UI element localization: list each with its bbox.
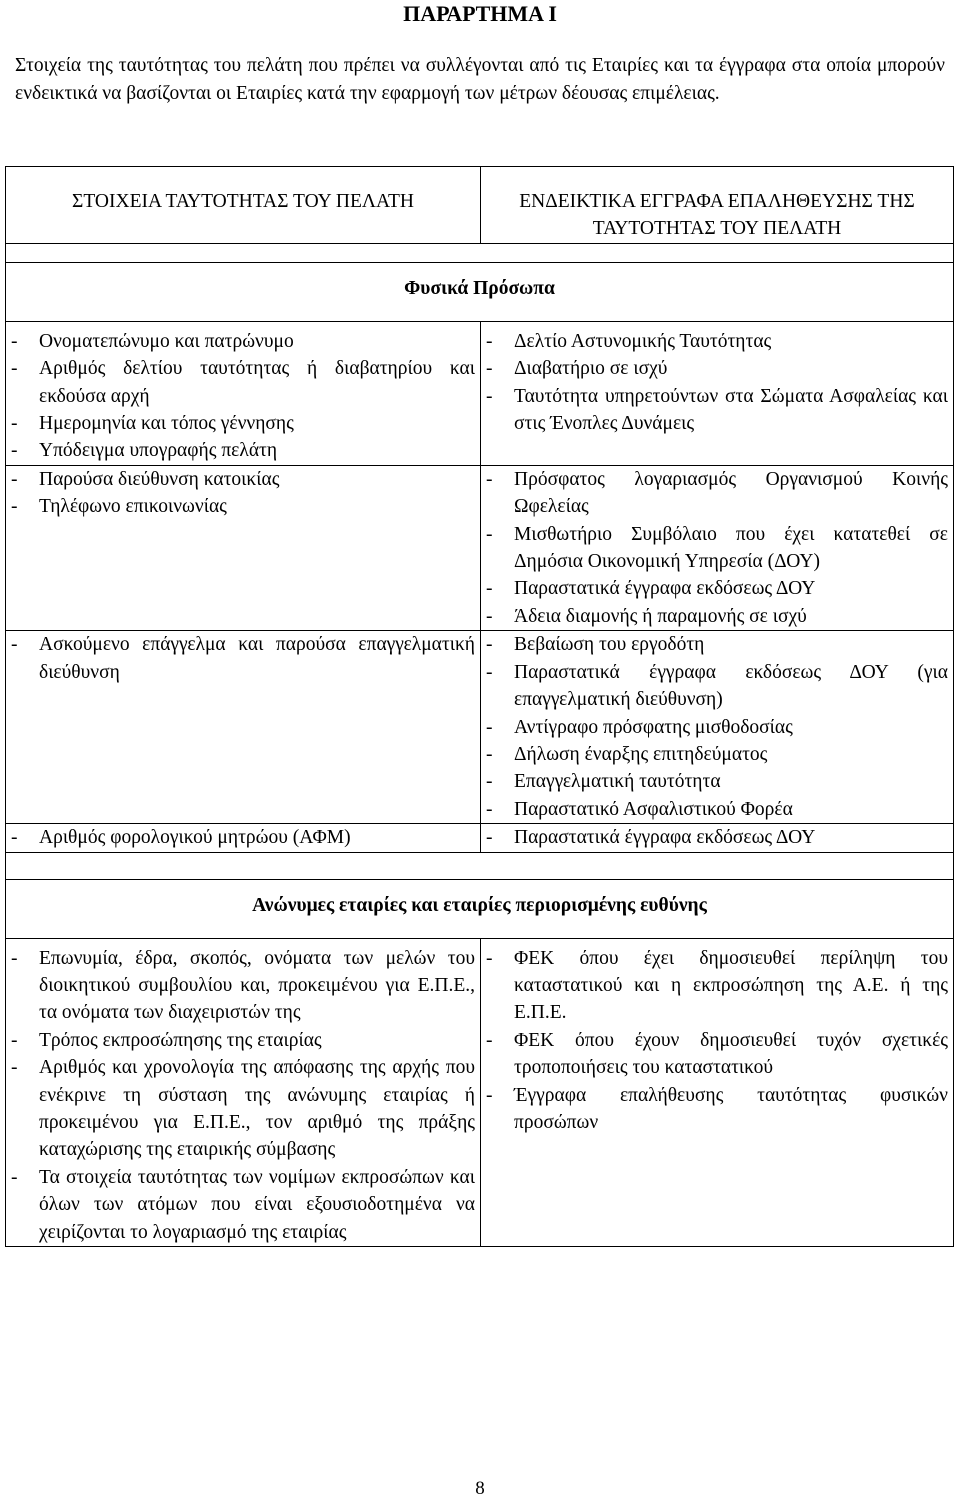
table-header-row	[6, 167, 954, 244]
cell-right	[481, 824, 954, 852]
table-row	[6, 631, 954, 824]
cell-left	[6, 824, 481, 852]
list-item: - Ταυτότητα υπηρετούντων στα Σώματα Ασφαλείας και στις Ένοπλες Δυνάμεις	[486, 383, 948, 438]
table-row	[6, 824, 954, 852]
list-item: - Επαγγελματική ταυτότητα	[486, 768, 948, 795]
list-item: - Ημερομηνία και τόπος γέννησης	[11, 410, 475, 437]
item-list	[486, 824, 948, 851]
header-right	[481, 167, 954, 244]
list-item: - Ονοματεπώνυμο και πατρώνυμο	[11, 328, 475, 355]
list-item: - Διαβατήριο σε ισχύ	[486, 355, 948, 382]
list-item: - Ασκούμενο επάγγελμα και παρούσα επαγγελματική διεύθυνση	[11, 631, 475, 686]
item-list	[11, 824, 475, 851]
list-item: - Αριθμός φορολογικού μητρώου (ΑΦΜ)	[11, 824, 475, 851]
item-list	[11, 466, 475, 521]
list-item: - Αντίγραφο πρόσφατης μισθοδοσίας	[486, 714, 948, 741]
page-title: ΠΑΡΑΡΤΗΜΑ Ι	[403, 1, 557, 26]
section-companies-title: Ανώνυμες εταιρίες και εταιρίες περιορισμένης ευθύνης	[252, 894, 707, 916]
item-list	[486, 631, 948, 823]
item-list	[486, 945, 948, 1137]
item-list	[486, 466, 948, 630]
list-item: - Υπόδειγμα υπογραφής πελάτη	[11, 437, 475, 464]
cell-left	[6, 465, 481, 630]
list-item: - Παραστατικά έγγραφα εκδόσεως ΔΟΥ	[486, 824, 948, 851]
header-right-label: ΕΝΔΕΙΚΤΙΚΑ ΕΓΓΡΑΦΑ ΕΠΑΛΗΘΕΥΣΗΣ ΤΗΣ ΤΑΥΤΟΤΗΤΑΣ ΤΟΥ ΠΕΛΑΤΗ	[519, 191, 915, 240]
list-item: - Μισθωτήριο Συμβόλαιο που έχει κατατεθεί σε Δημόσια Οικονομική Υπηρεσία (ΔΟΥ)	[486, 521, 948, 576]
item-list	[11, 328, 475, 465]
list-item: - Επωνυμία, έδρα, σκοπός, ονόματα των μελών του διοικητικού συμβουλίου και, προκειμένου για Ε.Π.Ε., τα ονόματα των διαχειριστών της	[11, 945, 475, 1027]
list-item: - ΦΕΚ όπου έχουν δημοσιευθεί τυχόν σχετικές τροποποιήσεις του καταστατικού	[486, 1027, 948, 1082]
table-row	[6, 321, 954, 465]
section-row	[6, 262, 954, 321]
spacer-row	[6, 852, 954, 879]
list-item: - Παραστατικά έγγραφα εκδόσεως ΔΟΥ (για επαγγελματική διεύθυνση)	[486, 659, 948, 714]
list-item: - Τηλέφωνο επικοινωνίας	[11, 493, 475, 520]
cell-left	[6, 631, 481, 824]
page-number: 8	[475, 1478, 485, 1499]
header-left-label: ΣΤΟΙΧΕΙΑ ΤΑΥΤΟΤΗΤΑΣ ΤΟΥ ΠΕΛΑΤΗ	[72, 191, 414, 212]
table-row	[6, 465, 954, 630]
cell-right	[481, 465, 954, 630]
list-item: - Έγγραφα επαλήθευσης ταυτότητας φυσικών προσώπων	[486, 1082, 948, 1137]
cell-right	[481, 631, 954, 824]
section-row	[6, 879, 954, 938]
list-item: - Τρόπος εκπροσώπησης της εταιρίας	[11, 1027, 475, 1054]
identity-table	[5, 166, 954, 1247]
cell-left	[6, 938, 481, 1246]
list-item: - Παρούσα διεύθυνση κατοικίας	[11, 466, 475, 493]
cell-right	[481, 321, 954, 465]
section-natural-persons	[6, 262, 954, 321]
list-item: - Δελτίο Αστυνομικής Ταυτότητας	[486, 328, 948, 355]
list-item: - Άδεια διαμονής ή παραμονής σε ισχύ	[486, 603, 948, 630]
section-companies	[6, 879, 954, 938]
list-item: - Αριθμός και χρονολογία της απόφασης της αρχής που ενέκρινε τη σύσταση της ανώνυμης εταιρίας ή προκειμένου για Ε.Π.Ε., τον αριθμό της πράξης καταχώρισης της εταιρικής σύμβασης	[11, 1054, 475, 1164]
list-item: - Αριθμός δελτίου ταυτότητας ή διαβατηρίου και εκδούσα αρχή	[11, 355, 475, 410]
section-natural-persons-title: Φυσικά Πρόσωπα	[404, 277, 555, 299]
cell-left	[6, 321, 481, 465]
item-list	[11, 945, 475, 1246]
list-item: - Βεβαίωση του εργοδότη	[486, 631, 948, 658]
header-left	[6, 167, 481, 244]
list-item: - Παραστατικό Ασφαλιστικού Φορέα	[486, 796, 948, 823]
intro-paragraph: Στοιχεία της ταυτότητας του πελάτη που πρέπει να συλλέγονται από τις Εταιρίες και τα έγγραφα στα οποία μπορούν ενδεικτικά να βασίζονται οι Εταιρίες κατά την εφαρμογή των μέτρων δέουσας επιμέλειας.	[15, 55, 945, 105]
list-item: - Τα στοιχεία ταυτότητας των νομίμων εκπροσώπων και όλων των ατόμων που είναι εξουσιοδοτημένα να χειρίζονται το λογαριασμό της εταιρίας	[11, 1164, 475, 1246]
table-row	[6, 938, 954, 1246]
spacer-row	[6, 243, 954, 262]
item-list	[11, 631, 475, 686]
item-list	[486, 328, 948, 438]
list-item: - Πρόσφατος λογαριασμός Οργανισμού Κοινής Ωφελείας	[486, 466, 948, 521]
list-item: - ΦΕΚ όπου έχει δημοσιευθεί περίληψη του καταστατικού και η εκπροσώπηση της Α.Ε. ή της Ε.Π.Ε.	[486, 945, 948, 1027]
list-item: - Παραστατικά έγγραφα εκδόσεως ΔΟΥ	[486, 575, 948, 602]
cell-right	[481, 938, 954, 1246]
list-item: - Δήλωση έναρξης επιτηδεύματος	[486, 741, 948, 768]
